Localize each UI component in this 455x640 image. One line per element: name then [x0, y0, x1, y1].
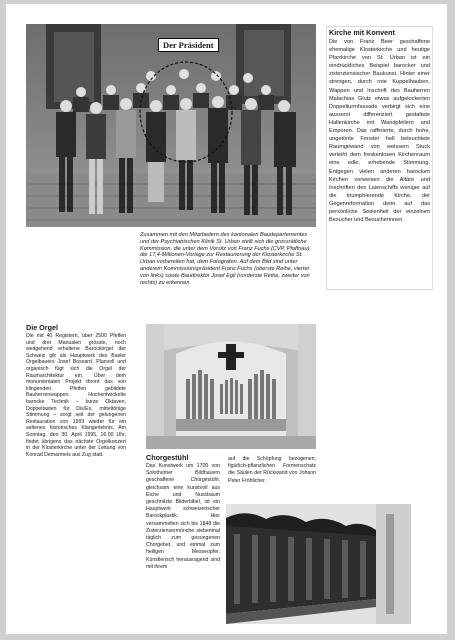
kirche-article: [326, 26, 433, 290]
organ-photo: [146, 324, 316, 449]
group-photo: [26, 24, 316, 227]
chorgestuehl-article: [146, 454, 220, 571]
president-badge: Der Präsident: [158, 38, 219, 52]
chorgestuehl-body-1: Das Kunstwerk um 1700 von Solothurner Bildhauern geschaffene Chorgestühl, gleichsam eine kunstvoll aus Eiche und Nussbaum geschnitzte Bilderbibel, ist ein Hauptwerk schweizerischer Barockplastik. Hier versammelten sich bis 1848 die Zisterziensermönche siebenmal täglich zum gesungenen Chorgebet, und einmal zum heiligen Messeopfer. Künstlerisch herausragend sind mit ihrem: [146, 463, 220, 570]
kirche-body: Die von Franz Beer geschaffene ehemalige Klosterkirche und heutige Pfarrkirche von St. Urban ist ein eindrückliches Beispiel barocker und zisterziensischer Baukunst. Hinter einer strengen, durch rote Kuppelhauben, Wappen und Inschrift des Bauherren Malachias Glutz etwas aufgelockerten Doppelturmfassade verbirgt sich eine ausserst differenziert gestaltete Hallenkirche mit Wandpfeilern und Emporen. Das raffinierte, durch hohe, ungetönte Fenster hell beleuchtete Raumgewand von weissem Stuck verleiht dem freskenlosen Kirchenraum eine edle, erhebende Stimmung. Entgegen vielen anderen barocken Kirchen verweisen die Altäre und Inschriften des Laienschiffs weniger auf die triumphierende Kirche, der Gegenreformation denn auf das persönliche Seelenheil der einzelnen Besucher und Besucherinnen.: [329, 39, 430, 224]
orgel-article: [26, 324, 126, 458]
chorgestuehl-body-2: auf die Schöpfung bezogenen, figürlich-pflanzlichen Formenschatz die Säulen der Rückwand von Johann Peter Fröhlicher.: [228, 456, 316, 484]
orgel-title: Die Orgel: [26, 323, 58, 332]
orgel-body: Die mit 40 Registern, über 2500 Pfeifen und drei Manualen grösste, noch weitgehend erhaltene Barockorgel der Schweiz gilt als Hauptwerk des Basler Orgelbauers Josef Bossard. Planvoll und organisch fügt sich die Orgel der Raumarchitektur ein. Über dem monumentalen Projekt thront das von klingenden Pfeifen gebildete Bauherrenwappen. Hochentwickelte barocke Technik – kurze Oktaven, Doppeltasten für Dis/Es, mitteltönige Stimmung – sorgt seit der gelungenen Restauration von 1993 wieder für ein seltenes historisches Klangerlebnis. Am Sonntag, den 30. April 1995, 16.00 Uhr, findet übrigens das nächste Orgelkonzert in der Klosterkirche unter der Leitung von Konrad Demarmels aus Zug statt.: [26, 333, 126, 458]
photo-caption: Zusammen mit den Mitarbeitern des kantonalen Baudepartementes und der Psychiatrischen Klinik St. Urban stellt sich die grossrätliche Kommission, die unter dem Vorsitz von Franz Fuchs (CVP, Pfaffnau) die 17,4-Millionen-Vorlage zur Restaurierung der Klosterkirche St. Urban vorbereiten hat, dem Fotografen. Auf dem Bild sind unter anderem Kommissionspräsident Franz Fuchs (oberste Reihe, vierter von links) sowie Baudirektor Josef Egli (vorderste Reihe, zweiter von rechts) zu erkennen.: [140, 232, 310, 286]
chorgestuehl-continued: [228, 456, 316, 485]
scanned-page: [6, 4, 447, 634]
photo-caption-block: [140, 232, 318, 286]
chorgestuehl-title: Chorgestühl: [146, 453, 189, 462]
kirche-title: Kirche mit Konvent: [329, 28, 395, 37]
choir-stalls-photo: [226, 504, 411, 624]
